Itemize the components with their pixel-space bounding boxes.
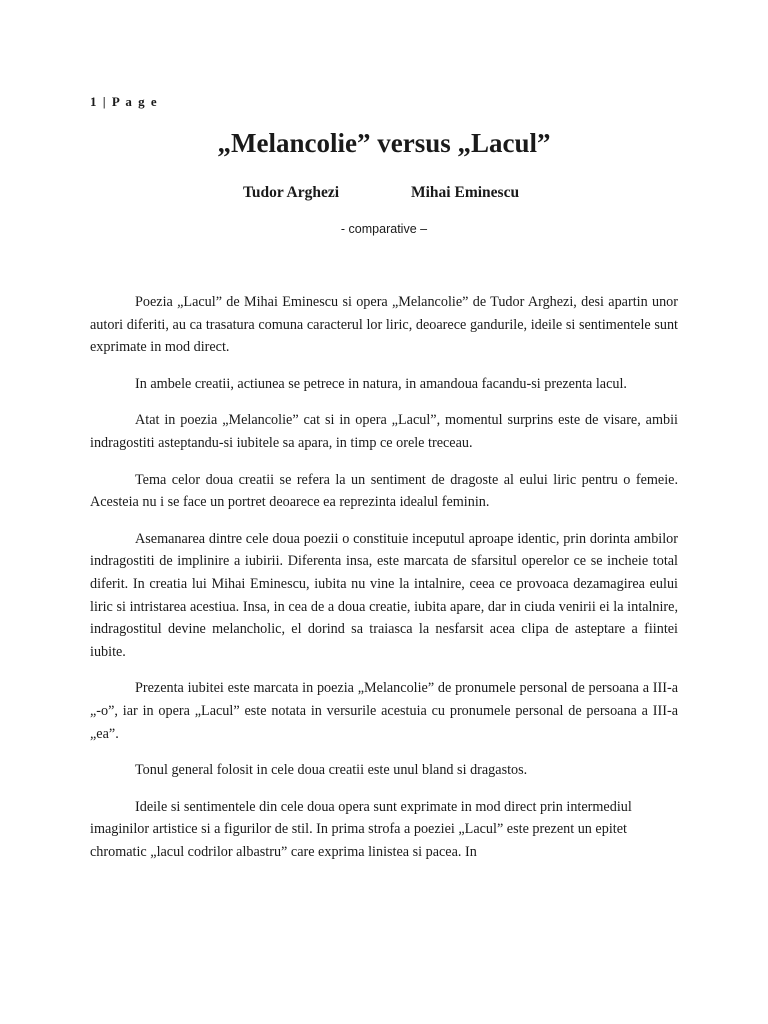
document-title: „Melancolie” versus „Lacul” bbox=[217, 128, 551, 158]
paragraph: Atat in poezia „Melancolie” cat si in opera „Lacul”, momentul surprins este de visare, ambii indragostiti asteptandu-si iubitele sa apara, in timp ce orele treceau. bbox=[90, 412, 678, 451]
paragraph: Prezenta iubitei este marcata in poezia „Melancolie” de pronumele personal de persoana a III-a „-o”, iar in opera „Lacul” este notata in versurile acestuia cu pronumele personal de persoana a III-a „ea”. bbox=[90, 680, 678, 742]
paragraph: Tema celor doua creatii se refera la un sentiment de dragoste al eului liric pentru o femeie. Acesteia nu i se face un portret deoarece ea reprezinta idealul feminin. bbox=[90, 471, 678, 511]
paragraph: Ideile si sentimentele din cele doua opera sunt exprimate in mod direct prin intermediul imaginilor artistice si a figurilor de stil. In prima strofa a poeziei „Lacul” este prezent un epitet chromatic „lacul codrilor albastru” care exprima linistea si pacea. In bbox=[90, 798, 632, 860]
document-subtitle: - comparative – bbox=[340, 222, 428, 236]
page-number: 1 | P a g e bbox=[90, 94, 159, 109]
author-second: Mihai Eminescu bbox=[411, 184, 520, 201]
document-body bbox=[90, 291, 678, 877]
paragraph: In ambele creatii, actiunea se petrece in natura, in amandoua facandu-si prezenta lacul. bbox=[135, 375, 627, 392]
paragraph: Asemanarea dintre cele doua poezii o constituie inceputul aproape identic, prin dorinta ambilor indragostiti de implinire a iubirii. Diferenta insa, este marcata de sfarsitul operelor ce se incheie total diferit. In creatia lui Mihai Eminescu, iubita nu vine la intalnire, ceea ce provoaca dezamagirea eului liric si intristarea acestiua. Insa, in cea de a doua creatie, iubita apare, dar in ciuda venirii ei la intalnire, indragostitul devine melancholic, el dorind sa traiasca la nesfarsit acea clipa de asteptare a fiintei iubite. bbox=[90, 530, 678, 660]
paragraph: Poezia „Lacul” de Mihai Eminescu si opera „Melancolie” de Tudor Arghezi, desi apartin unor autori diferiti, au ca trasatura comuna caracterul lor liric, deoarece gandurile, ideile si sentimentele sunt exprimate in mod direct. bbox=[90, 294, 678, 356]
paragraph: Tonul general folosit in cele doua creatii este unul bland si dragastos. bbox=[135, 762, 528, 779]
author-first: Tudor Arghezi bbox=[243, 184, 340, 201]
